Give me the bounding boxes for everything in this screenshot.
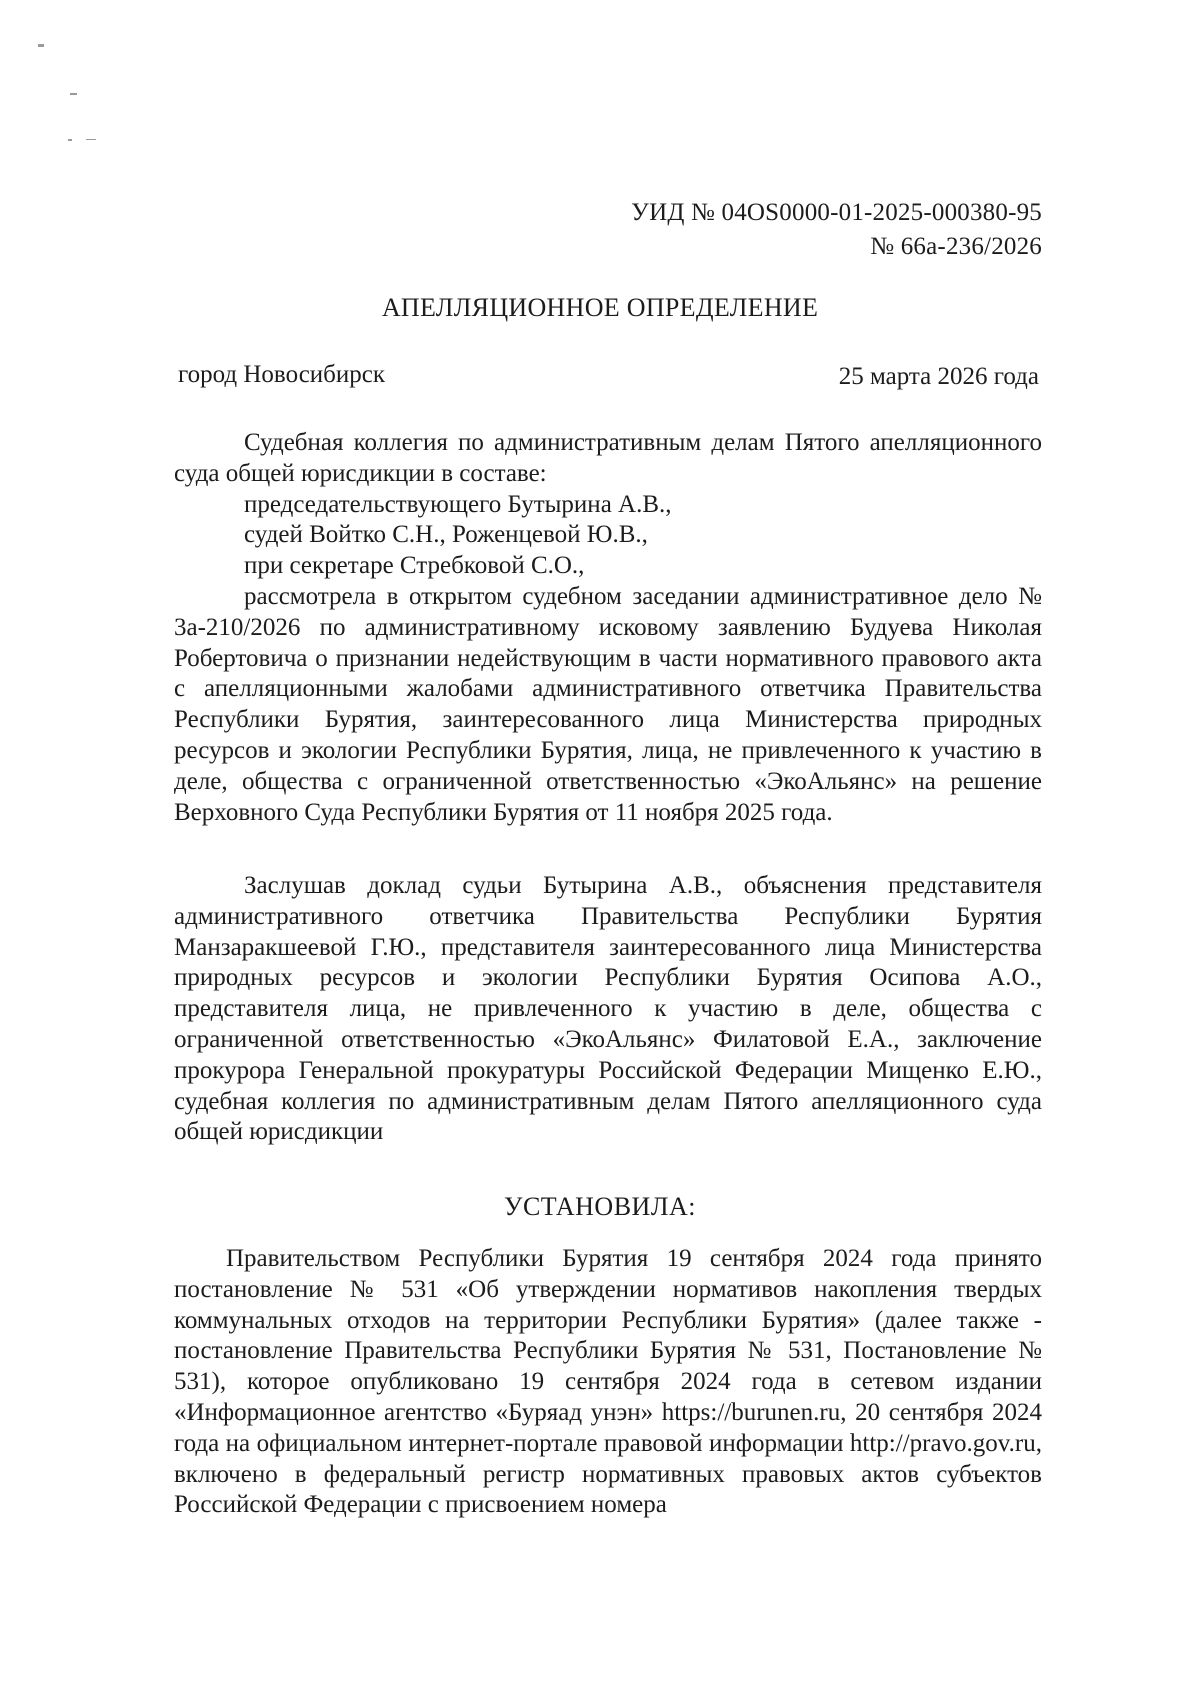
heard-text: Заслушав доклад судьи Бутырина А.В., объяснения представителя административного ответчика Правительства Республики Бурятия Манзаракшеевой Г.Ю., представителя заинтересованного лица Министерства природных ресурсов и экологии Республики Бурятия Осипова А.О., представителя лица, не привлеченного к участию в деле, общества с ограниченной ответственностью «ЭкоАльянс» Филатовой Е.А., заключение прокурора Генеральной прокуратуры Российской Федерации Мищенко Е.Ю., судебная коллегия по административным делам Пятого апелляционного суда общей юрисдикции — [174, 872, 1042, 1146]
secretary: при секретаре Стребковой С.О., — [244, 552, 585, 580]
case-identifiers — [631, 196, 1042, 264]
hearing-paragraph — [174, 871, 1042, 1148]
composition-intro: Судебная коллегия по административным делам Пятого апелляционного суда общей юрисдикции в составе: — [174, 429, 1042, 487]
document-title: АПЕЛЛЯЦИОННОЕ ОПРЕДЕЛЕНИЕ — [381, 293, 819, 322]
scan-artifact — [86, 139, 96, 140]
section-heading: УСТАНОВИЛА: — [504, 1192, 696, 1221]
scan-artifact — [70, 93, 77, 95]
established-paragraph — [174, 1244, 1042, 1521]
uid-number: УИД № 04OS0000-01-2025-000380-95 — [631, 199, 1042, 226]
case-number: № 66а-236/2026 — [870, 233, 1042, 260]
court-composition — [174, 428, 1042, 828]
presiding-judge: председательствующего Бутырина А.В., — [244, 490, 672, 518]
established-text: Правительством Республики Бурятия 19 сентября 2024 года принято постановление № 531 «Об утверждении нормативов накопления твердых коммунальных отходов на территории Республики Бурятия» (далее также - постановление Правительства Республики Бурятия № 531, Постановление № 531), которое опубликовано 19 сентября 2024 года в сетевом издании «Информационное агентство «Буряад унэн» https://burunen.ru, 20 сентября 2024 года на официальном интернет-портале правовой информации http://pravo.gov.ru, включено в федеральный регистр нормативных правовых актов субъектов Российской Федерации с присвоением номера — [174, 1245, 1042, 1519]
judges: судей Войтко С.Н., Роженцевой Ю.В., — [244, 521, 648, 549]
scan-artifact — [38, 44, 44, 47]
scan-artifact — [68, 139, 72, 141]
place-of-issue: город Новосибирск — [178, 361, 386, 388]
case-considered: рассмотрела в открытом судебном заседании административное дело № 3а-210/2026 по административному исковому заявлению Будуева Николая Робертовича о признании недействующим в части нормативного правового акта с апелляционными жалобами административного ответчика Правительства Республики Бурятия, заинтересованного лица Министерства природных ресурсов и экологии Республики Бурятия, лица, не привлеченного к участию в деле, общества с ограниченной ответственностью «ЭкоАльянс» на решение Верховного Суда Республики Бурятия от 11 ноября 2025 года. — [174, 582, 1042, 826]
date-of-issue: 25 марта 2026 года — [838, 363, 1039, 390]
